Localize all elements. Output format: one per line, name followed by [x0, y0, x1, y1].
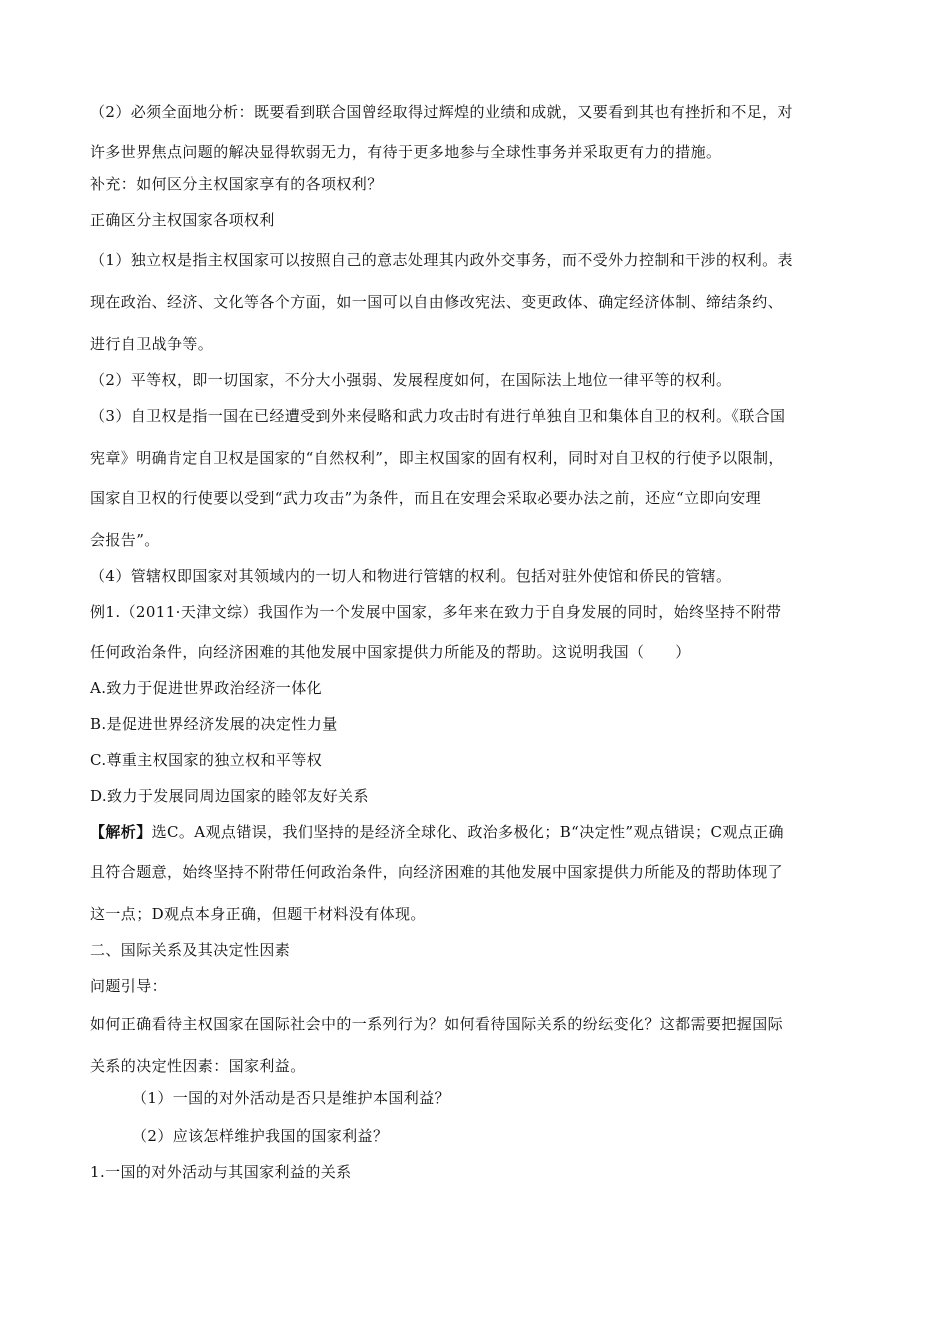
analysis-line: [90, 822, 784, 842]
text-line: 会报告”。: [90, 531, 160, 549]
text-line: 宪章》明确肯定自卫权是国家的“自然权利”，即主权国家的固有权利，同时对自卫权的行使予以限制，: [90, 449, 784, 467]
option-b: B.是促进世界经济发展的决定性力量: [90, 715, 338, 733]
text-line: 例1.（2011·天津文综）我国作为一个发展中国家，多年来在致力于自身发展的同时，始终坚持不附带: [90, 603, 782, 621]
subsection-heading: 1.一国的对外活动与其国家利益的关系: [90, 1163, 352, 1181]
section-heading: 二、国际关系及其决定性因素: [90, 941, 291, 959]
text-line: 现在政治、经济、文化等各个方面，如一国可以自由修改宪法、变更政体、确定经济体制、缔结条约、: [90, 293, 784, 311]
text-line: （2）平等权，即一切国家，不分大小强弱、发展程度如何，在国际法上地位一律平等的权利。: [90, 371, 732, 389]
text-line: 且符合题意，始终坚持不附带任何政治条件，向经济困难的其他发展中国家提供力所能及的帮助体现了: [90, 863, 784, 881]
text-line: 关系的决定性因素：国家利益。: [90, 1057, 306, 1075]
option-c: C.尊重主权国家的独立权和平等权: [90, 751, 323, 769]
text-line: （4）管辖权即国家对其领域内的一切人和物进行管辖的权利。包括对驻外使馆和侨民的管辖。: [90, 567, 732, 585]
analysis-label: 【解析】: [90, 823, 152, 841]
text-line: 国家自卫权的行使要以受到“武力攻击”为条件，而且在安理会采取必要办法之前，还应“立即向安理: [90, 489, 762, 507]
text-line: 正确区分主权国家各项权利: [90, 211, 275, 229]
text-line: 进行自卫战争等。: [90, 335, 214, 353]
text-line: 补充：如何区分主权国家享有的各项权利？: [90, 175, 383, 193]
text-line: （1）独立权是指主权国家可以按照自己的意志处理其内政外交事务，而不受外力控制和干涉的权利。表: [90, 251, 793, 269]
question-1: （1）一国的对外活动是否只是维护本国利益？: [132, 1089, 450, 1107]
analysis-text: 选C。A观点错误，我们坚持的是经济全球化、政治多极化；B“决定性”观点错误；C观点正确: [151, 823, 784, 841]
text-line: 问题引导：: [90, 977, 168, 995]
text-line: 任何政治条件，向经济困难的其他发展中国家提供力所能及的帮助。这说明我国（ ）: [90, 643, 691, 661]
text-line: （2）必须全面地分析：既要看到联合国曾经取得过辉煌的业绩和成就，又要看到其也有挫折和不足，对: [90, 103, 793, 121]
text-line: （3）自卫权是指一国在已经遭受到外来侵略和武力攻击时有进行单独自卫和集体自卫的权利。《联合国: [90, 407, 786, 425]
question-2: （2）应该怎样维护我国的国家利益？: [132, 1127, 389, 1145]
text-line: 许多世界焦点问题的解决显得软弱无力，有待于更多地参与全球性事务并采取更有力的措施。: [90, 143, 722, 161]
option-d: D.致力于发展同周边国家的睦邻友好关系: [90, 787, 369, 805]
text-line: 这一点；D观点本身正确，但题干材料没有体现。: [90, 905, 426, 923]
text-line: 如何正确看待主权国家在国际社会中的一系列行为？如何看待国际关系的纷纭变化？这都需要把握国际: [90, 1015, 784, 1033]
option-a: A.致力于促进世界政治经济一体化: [90, 679, 323, 697]
